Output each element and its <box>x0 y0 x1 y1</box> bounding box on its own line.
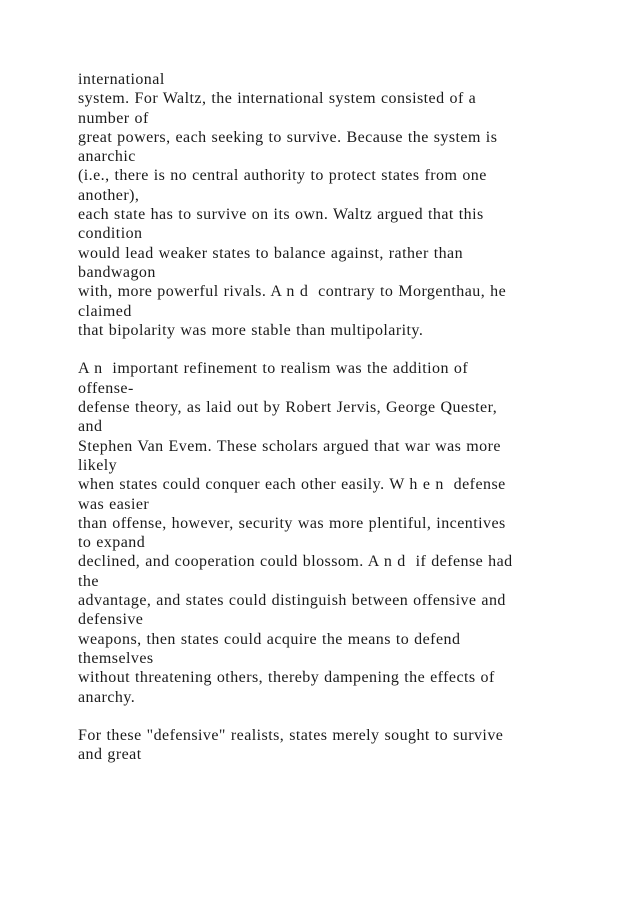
text-line: anarchy. <box>78 688 136 706</box>
text-line: was easier <box>78 495 150 513</box>
text-line: when states could conquer each other easily. W h e n defense <box>78 476 506 494</box>
text-line: defensive <box>78 611 144 629</box>
text-line: claimed <box>78 302 132 320</box>
text-line: and great <box>78 746 142 764</box>
text-line: weapons, then states could acquire the means to defend <box>78 630 461 648</box>
paragraph-3 <box>78 726 618 765</box>
text-line: For these "defensive" realists, states merely sought to survive <box>78 727 504 745</box>
text-line: condition <box>78 225 143 243</box>
text-line: defense theory, as laid out by Robert Jervis, George Quester, <box>78 399 498 417</box>
text-line: with, more powerful rivals. A n d contrary to Morgenthau, he <box>78 283 507 301</box>
paragraph-1 <box>78 70 618 340</box>
text-line: and <box>78 418 103 436</box>
text-line: advantage, and states could distinguish between offensive and <box>78 592 506 610</box>
text-line: than offense, however, security was more plentiful, incentives <box>78 514 506 532</box>
text-line: another), <box>78 186 140 204</box>
text-line: international <box>78 71 165 88</box>
text-line: number of <box>78 109 149 127</box>
text-line: declined, and cooperation could blossom. A n d if defense had <box>78 553 513 571</box>
text-line: system. For Waltz, the international system consisted of a <box>78 90 477 108</box>
text-line: (i.e., there is no central authority to protect states from one <box>78 167 487 185</box>
text-line: to expand <box>78 534 146 552</box>
text-line: each state has to survive on its own. Waltz argued that this <box>78 206 484 224</box>
text-line: the <box>78 572 99 590</box>
text-line: offense- <box>78 379 134 397</box>
text-line: anarchic <box>78 148 136 166</box>
text-line: great powers, each seeking to survive. Because the system is <box>78 128 498 146</box>
text-line: that bipolarity was more stable than multipolarity. <box>78 321 424 339</box>
text-line: likely <box>78 456 118 474</box>
text-line: A n important refinement to realism was the addition of <box>78 360 469 378</box>
text-line: without threatening others, thereby dampening the effects of <box>78 669 495 687</box>
text-line: bandwagon <box>78 263 156 281</box>
document-body <box>78 70 618 765</box>
text-line: Stephen Van Evem. These scholars argued that war was more <box>78 437 501 455</box>
text-line: would lead weaker states to balance against, rather than <box>78 244 464 262</box>
text-line: themselves <box>78 649 154 667</box>
paragraph-2 <box>78 359 618 706</box>
